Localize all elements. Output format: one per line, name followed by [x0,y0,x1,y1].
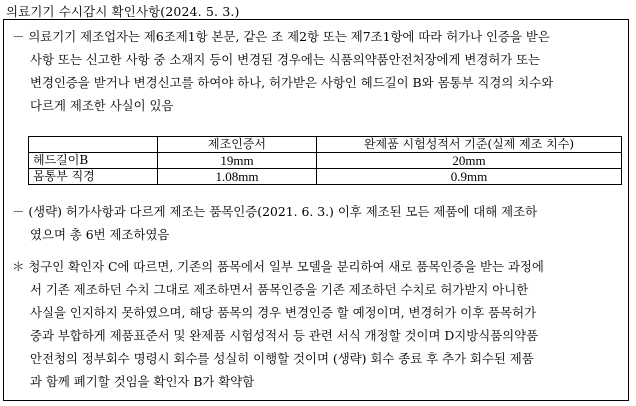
paragraph-line: 서 기존 제조하던 수치 그대로 제조하면서 품목인증을 기존 제조하던 수치로 허가받지 아니한 [30,282,529,297]
paragraph-line: 였으며 총 6번 제조하였음 [30,227,170,242]
paragraph-line: 사항 또는 신고한 사항 중 소재지 등이 변경된 경우에는 식품의약품안전처장에게 변경허가 또는 [30,52,541,67]
table-header-report: 완제품 시험성적서 기준(실제 제조 치수) [317,137,622,153]
table-cell-cert: 19mm [158,153,317,169]
paragraph-statement [12,255,544,393]
paragraph-line: － (생략) 허가사항과 다르게 제조는 품목인증(2021. 6. 3.) 이후 제조된 모든 제품에 대해 제조하 [12,204,538,219]
table-row-label: 몸통부 직경 [29,169,158,185]
table-row [29,169,622,185]
paragraph-line: 사실을 인지하지 못하였으며, 해당 품목의 경우 변경인증 할 예정이며, 변경허가 이후 품목허가 [30,305,537,320]
paragraph-line: 중과 부합하게 제품표준서 및 완제품 시험성적서 등 관련 서식 개정할 것이며 D지방식품의약품 [30,328,539,343]
table-header-empty [29,137,158,153]
paragraph-line: 다르게 제조한 사실이 있음 [30,98,174,113]
table-row-label: 헤드길이B [29,153,158,169]
paragraph-line: ＊ 청구인 확인자 C에 따르면, 기존의 품목에서 일부 모델을 분리하여 새로 품목인증을 받는 과정에 [12,259,544,274]
paragraph-line: 안전청의 정부회수 명령시 회수를 성실히 이행할 것이며 (생략) 회수 종료 후 추가 회수된 제품 [30,351,534,366]
table-header-cert: 제조인증서 [158,137,317,153]
spec-table [28,136,622,185]
table-row [29,153,622,169]
table-cell-cert: 1.08mm [158,169,317,185]
paragraph-line: － 의료기기 제조업자는 제6조제1항 본문, 같은 조 제2항 또는 제7조1항에 따라 허가나 인증을 받은 [12,29,550,44]
table-cell-report: 20mm [317,153,622,169]
document-title: 의료기기 수시감시 확인사항(2024. 5. 3.) [6,4,240,19]
paragraph-manufacturing [12,200,537,246]
paragraph-line: 변경인증을 받거나 변경신고를 하여야 하나, 허가받은 사항인 헤드길이 B와 몸통부 직경의 치수와 [30,75,554,90]
paragraph-line: 과 함께 폐기할 것임을 확인자 B가 확약함 [30,374,255,389]
table-header-row [29,137,622,153]
table-cell-report: 0.9mm [317,169,622,185]
paragraph-finding [12,25,553,117]
